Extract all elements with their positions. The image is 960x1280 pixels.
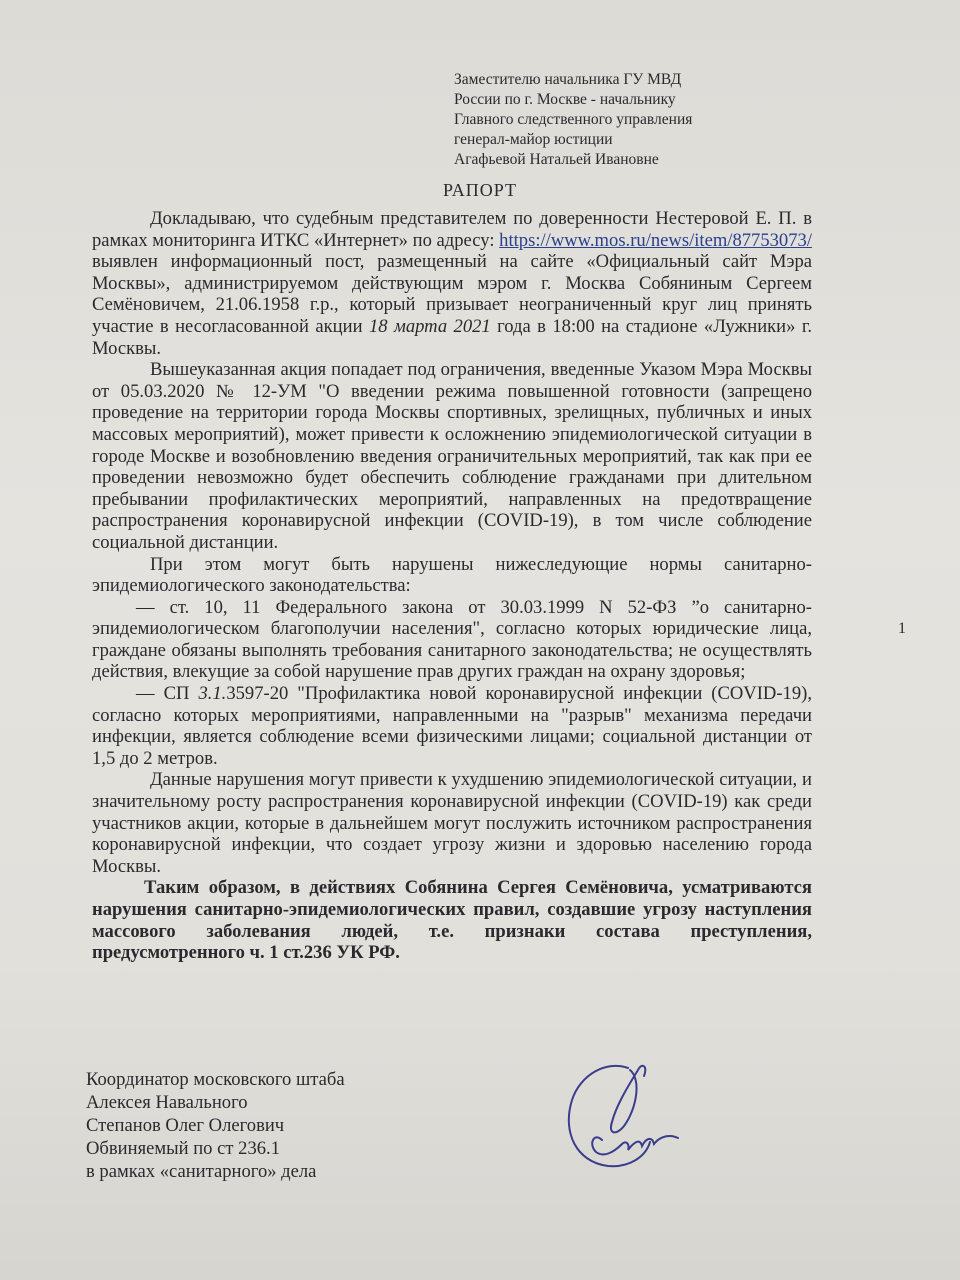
addressee-line: генерал-майор юстиции [454,131,613,148]
page-number: 1 [898,620,906,637]
addressee-line: Агафьевой Натальей Ивановне [454,151,659,168]
paragraph-restrictions: Вышеуказанная акция попадает под ограничения, введенные Указом Мэра Москвы от 05.03.2020 № 12-УМ "О введении режима повышенной готовности (запрещено проведение на территории города Москвы спортивных, зрелищных, публичных и иных массовых мероприятий), может привести к осложнению эпидемиологической ситуации в городе Москве и возобновлению введения ограничительных мероприятий, так как при ее проведении невозможно будет обеспечить соблюдение гражданами при длительном пребывании профилактических мероприятий, направленных на предотвращение распространения коронавирусной инфекции (COVID-19), в том числе соблюдение социальной дистанции. [92,359,812,553]
paragraph-norms-intro: При этом могут быть нарушены нижеследующие нормы санитарно-эпидемиологического законодательства: [92,553,812,597]
paragraph-text: года в 18:00 на стадионе «Лужники» г. Москвы. [92,315,813,359]
paragraph-text: выявлен информационный пост, размещенный на сайте «Официальный сайт Мэра Москвы», администрируемом действующим мэром г. Москва Собяниным Сергеем Семёновичем, 21.06.1958 г.р., который призывает неограниченный круг лиц принять участие в несогласованной акции [92,251,812,337]
signer-line: Алексея Навального [86,1092,248,1113]
signer-line: Координатор московского штаба [86,1069,345,1090]
addressee-line: Заместителю начальника ГУ МВД [454,71,682,88]
addressee-block [454,70,754,170]
document-title: РАПОРТ [443,180,517,200]
paragraph-text: Докладываю, что судебным представителем по доверенности Нестеровой Е. П. в рамках мониторинга ИТКС «Интернет» по адресу: [92,208,812,251]
signer-line: в рамках «санитарного» дела [86,1161,317,1182]
paragraph-text: — СП [136,683,199,705]
signer-line: Обвиняемый по ст 236.1 [86,1138,280,1159]
addressee-line: Главного следственного управления [454,111,693,128]
signer-line: Степанов Олег Олегович [86,1115,285,1136]
event-date: 18 марта 2021 [368,315,491,337]
signature-icon [510,1040,740,1190]
paragraph-consequences: Данные нарушения могут привести к ухудшению эпидемиологической ситуации, и значительному росту распространения коронавирусной инфекции (COVID-19) как среди участников акции, которые в дальнейшем могут послужить источником распространения коронавирусной инфекции, что создает угрозу жизни и здоровью населению города Москвы. [92,769,812,877]
paragraph-conclusion: Таким образом, в действиях Собянина Сергея Семёновича, усматриваются нарушения санитарно-эпидемиологических правил, создавшие угрозу наступления массового заболевания людей, т.е. признаки состава преступления, предусмотренного ч. 1 ст.236 УК РФ. [92,877,812,964]
rule-number-italic: 3.1. [198,683,227,705]
news-link[interactable]: https://www.mos.ru/news/item/87753073/ [499,229,812,251]
paragraph-report [92,208,812,359]
paragraph-federal-law: — ст. 10, 11 Федерального закона от 30.03.1999 N 52-ФЗ ”о санитарно-эпидемиологическом благополучии населения", согласно которых юридические лица, граждане обязаны выполнять требования санитарного законодательства; не осуществлять действия, влекущие за собой нарушение прав других граждан на охрану здоровья; [92,596,812,683]
paragraph-sanitary-rules [92,683,812,769]
paragraph-text: 3597-20 "Профилактика новой коронавирусной инфекции (COVID-19), согласно которых мероприятиями, направленными на "разрыв" механизма передачи инфекции, является соблюдение всеми физическими лицами; социальной дистанции от 1,5 до 2 метров. [92,683,812,769]
document-body [92,208,812,964]
signer-block [86,1068,345,1183]
addressee-line: России по г. Москве - начальнику [454,91,676,108]
